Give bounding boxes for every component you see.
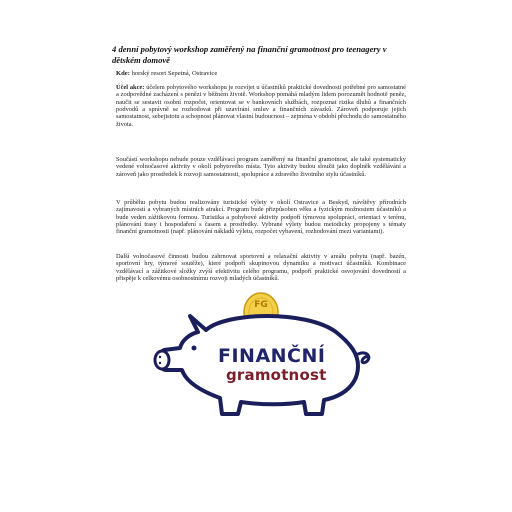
logo-text-gramotnost: gramotnost: [226, 366, 327, 384]
paragraph-lead: Účel akce:: [116, 84, 145, 91]
place-line: [116, 70, 406, 78]
paragraph-text: Další volnočasové činnosti budou zahrnovat sportovní a relaxační aktivity v areálu pobytu (např. bazén, sportovní hry, týmové soutěže), které podpoří skupinovou dynamiku a motivaci účastníků. Kombinace vzdělávací a zážitkové složky zvýší efektivitu celého programu, podpoří praktické osvojování dovedností a přispěje k celkovému osobnostnímu rozvoji mladých účastníků.: [116, 253, 406, 283]
place-label: Kde:: [116, 70, 130, 77]
paragraph-trips: [116, 199, 406, 236]
paragraph-purpose: [116, 84, 406, 128]
paragraph-text: účelem pobytového workshopu je rozvíjet u účastníků praktické dovednosti potřebné pro samostatné a zodpovědné zacházení s penězi v běžném životě. Workshop pomáhá mladým lidem porozumět hodnotě peněz, naučit se sestavit osobní rozpočet, orientovat se v bankovních službách, rozpoznat rizika dluhů a finančních podvodů a správně se rozhodovat při uzavírání smluv a finančních závazků. Zároveň podporuje jejich samostatnost, sebejistotu a schopnost plánovat vlastní budoucnost – zejména v období přechodu do samostatného života.: [116, 84, 407, 128]
paragraph-text: Součástí workshopu nebude pouze vzdělávací program zaměřený na finanční gramotnost, ale také systematicky vedené volnočasové aktivity v okolí pobytového místa. Tyto aktivity budou sloužit jako doplněk vzdělávání a zároveň jako prostředek k rozvoji samostatnosti, spolupráce a zdravého životního stylu účastníků.: [116, 156, 406, 178]
paragraph-activities: [116, 156, 406, 178]
document-title: 4 denní pobytový workshop zaměřený na finanční gramotnost pro teenagery v dětském domově: [112, 44, 387, 65]
coin-label: FG: [254, 300, 268, 310]
logo-text-financni: FINANČNÍ: [218, 345, 326, 367]
place-value: horský resort Sepetná, Ostravice: [129, 70, 218, 77]
paragraph-leisure: [116, 253, 406, 282]
paragraph-text: V průběhu pobytu budou realizovány turistické výlety v okolí Ostravice a Beskyd, návštěvy přírodních zajímavostí a vybraných místních atrakcí. Program bude přizpůsoben věku a fyzickým možnostem účastníků a bude veden zážitkovou formou. Turistika a pohybové aktivity podpoří týmovou spolupráci, orientaci v terénu, plánování trasy i hospodaření s časem a prostředky. Vybrané výlety budou metodicky propojeny s tématy finanční gramotnosti (např. plánování nákladů výletu, rozpočet vybavení, rozhodování mezi variantami).: [116, 199, 406, 236]
